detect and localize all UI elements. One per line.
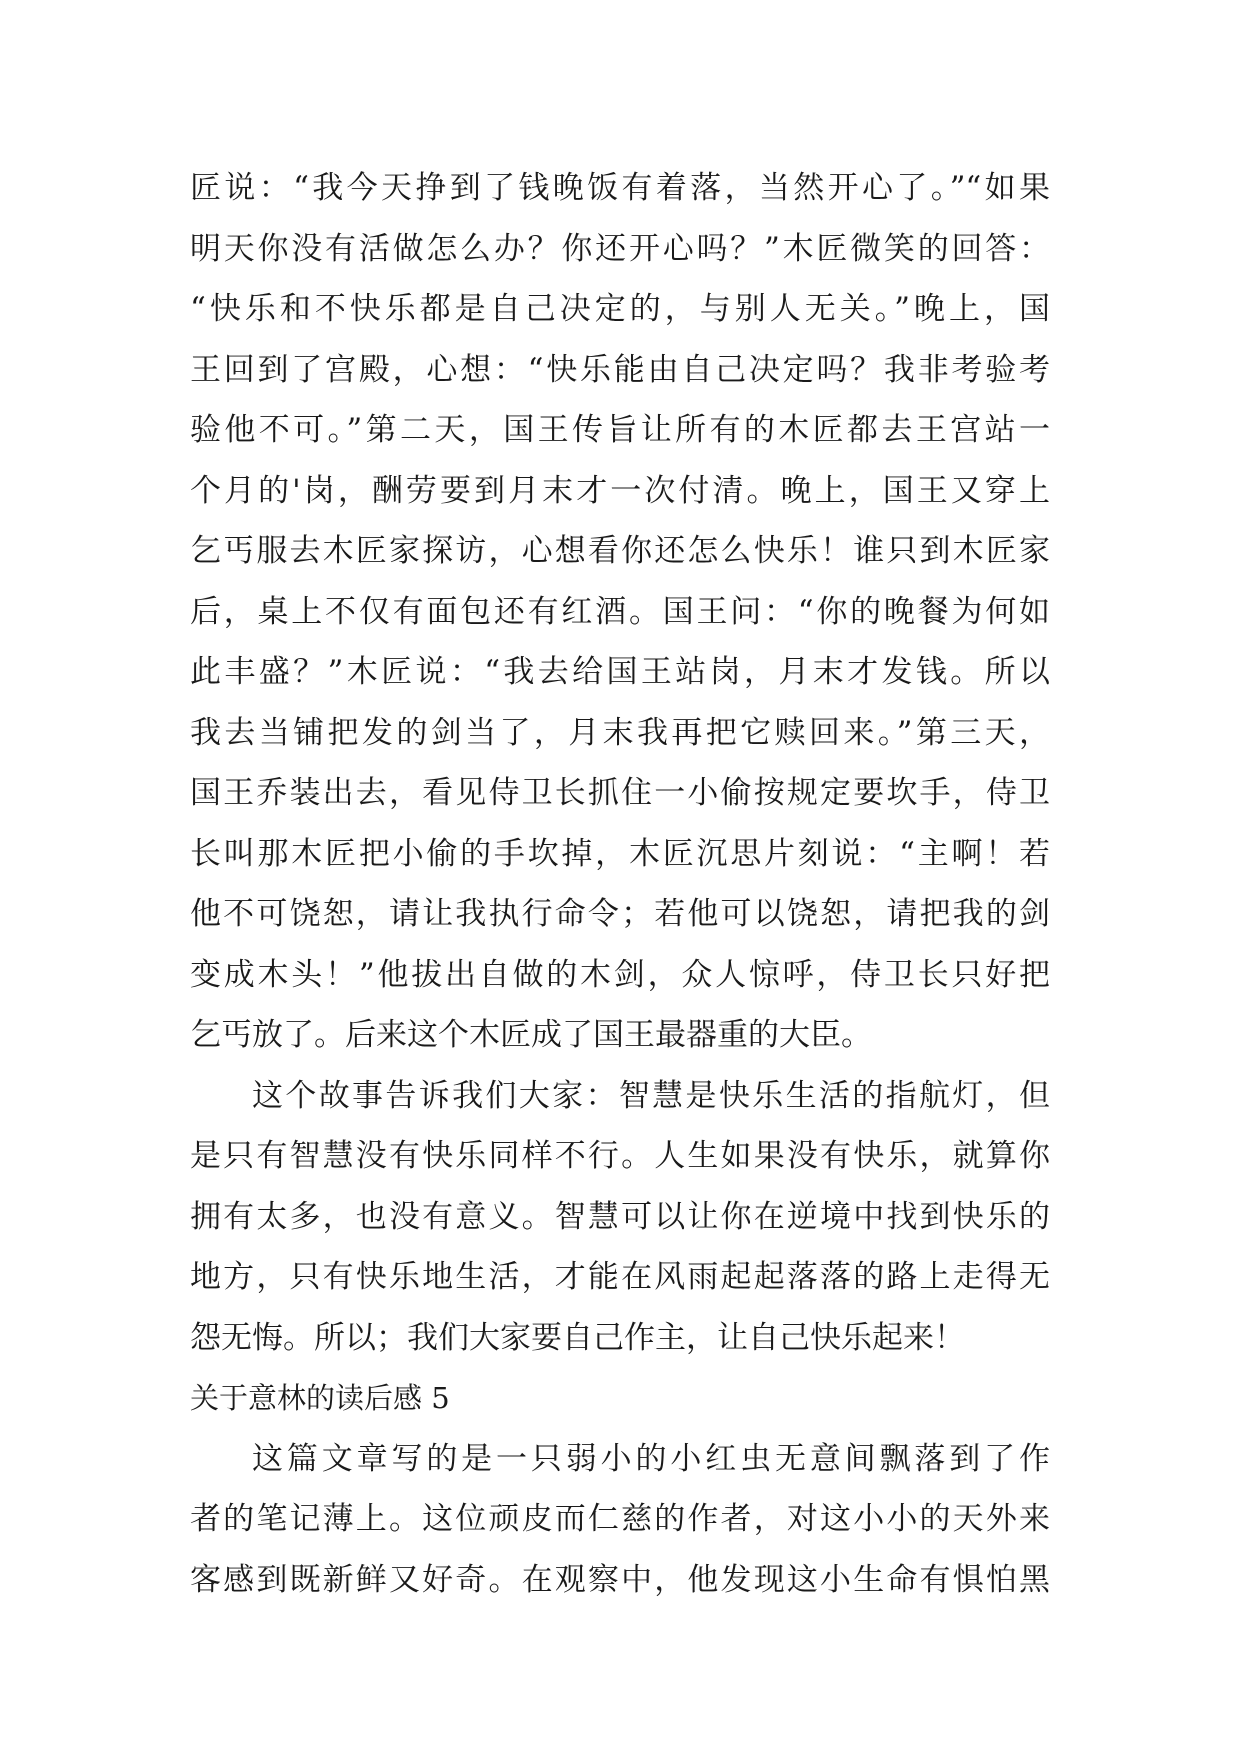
text-line: 地方，只有快乐地生活，才能在风雨起起落落的路上走得无 [190,1259,1050,1295]
section-heading: 关于意林的读后感 5 [190,1381,450,1415]
text-line: 者的笔记薄上。这位顽皮而仁慈的作者，对这小小的天外来 [190,1501,1050,1537]
text-line: 验他不可。”第二天，国王传旨让所有的木匠都去王宫站一 [190,412,1050,448]
text-line: 国王乔装出去，看见侍卫长抓住一小偷按规定要坎手，侍卫 [190,775,1050,811]
text-line: 我去当铺把发的剑当了，月末我再把它赎回来。”第三天， [190,714,1050,751]
paragraph-moral [190,1066,1050,1369]
text-line: 此丰盛？”木匠说：“我去给国王站岗，月末才发钱。所以 [190,654,1050,690]
text-line: 这个故事告诉我们大家：智慧是快乐生活的指航灯，但 [252,1077,1050,1114]
text-line: 王回到了宫殿，心想：“快乐能由自己决定吗？我非考验考 [190,351,1050,388]
text-line: 客感到既新鲜又好奇。在观察中，他发现这小生命有惧怕黑 [190,1561,1050,1598]
text-line: 个月的'岗，酬劳要到月末才一次付清。晚上，国王又穿上 [190,472,1050,509]
text-line: 乞丐服去木匠家探访，心想看你还怎么快乐！谁只到木匠家 [190,533,1050,569]
paragraph-story [190,158,1050,1066]
text-line: 拥有太多，也没有意义。智慧可以让你在逆境中找到快乐的 [190,1198,1050,1235]
text-line: 他不可饶恕，请让我执行命令；若他可以饶恕，请把我的剑 [190,896,1050,932]
text-line: 明天你没有活做怎么办？你还开心吗？”木匠微笑的回答： [190,230,1050,267]
text-line: 长叫那木匠把小偷的手坎掉，木匠沉思片刻说：“主啊！若 [190,835,1050,872]
text-line: 怨无悔。所以；我们大家要自己作主，让自己快乐起来！ [190,1319,965,1356]
text-line: 匠说：“我今天挣到了钱晚饭有着落，当然开心了。”“如果 [190,170,1050,206]
paragraph-essay [190,1429,1050,1611]
text-line: 是只有智慧没有快乐同样不行。人生如果没有快乐，就算你 [190,1138,1050,1174]
text-line: 乞丐放了。后来这个木匠成了国王最器重的大臣。 [190,1017,872,1053]
text-line: 后，桌上不仅有面包还有红酒。国王问：“你的晚餐为何如 [190,593,1050,630]
text-line: 变成木头！”他拔出自做的木剑，众人惊呼，侍卫长只好把 [190,956,1050,993]
text-line: “快乐和不快乐都是自己决定的，与别人无关。”晚上，国 [190,291,1050,327]
document-body [190,158,1050,1610]
text-line: 这篇文章写的是一只弱小的小红虫无意间飘落到了作 [252,1440,1050,1477]
